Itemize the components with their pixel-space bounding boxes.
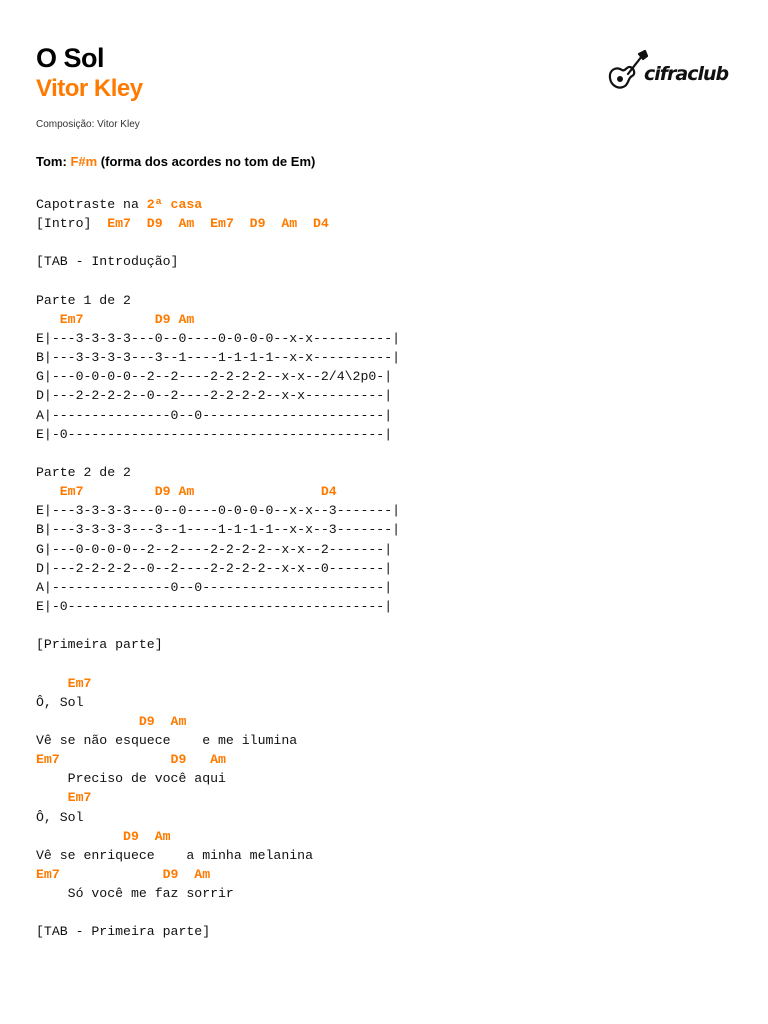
tab-line: E|---3-3-3-3---0--0----0-0-0-0--x-x----------| [36, 330, 401, 346]
lyric-line [36, 233, 736, 252]
key-info [36, 154, 315, 170]
lyric-line [36, 616, 736, 635]
key-label: Tom: [36, 154, 67, 169]
capo-label: Capotraste na [36, 197, 147, 212]
composer-credit: Composição: Vitor Kley [36, 119, 140, 130]
section-label: [Intro] [36, 216, 92, 232]
tab-line: D|---2-2-2-2--0--2----2-2-2-2--x-x--0-------| [36, 560, 393, 576]
tab-line: B|---3-3-3-3---3--1----1-1-1-1--x-x--3-------| [36, 522, 401, 538]
chord-line [36, 214, 736, 233]
chord-line[interactable]: Em7 D9 Am [36, 311, 195, 327]
lyric-line: Vê se enriquece a minha melanina [36, 847, 313, 863]
tab-line: G|---0-0-0-0--2--2----2-2-2-2--x-x--2/4\2p0-| [36, 369, 393, 385]
section-label: [TAB - Introdução] [36, 254, 179, 270]
cifraclub-logo[interactable] [606, 48, 729, 94]
chord-line[interactable]: Em7 D9 Am D4 [36, 484, 337, 500]
tab-line: E|-0----------------------------------------| [36, 426, 393, 442]
section-label: [Primeira parte] [36, 637, 163, 653]
key-note: (forma dos acordes no tom de Em) [100, 154, 316, 169]
guitar-icon [606, 48, 648, 94]
artist-name[interactable]: Vitor Kley [36, 75, 143, 102]
lyric-line: Ô, Sol [36, 809, 84, 825]
capo-fret: 2ª casa [146, 197, 203, 212]
capo-line [36, 195, 736, 214]
tab-line: A|---------------0--0-----------------------| [36, 579, 393, 595]
lyric-line: Ô, Sol [36, 694, 84, 710]
lyric-line: Só você me faz sorrir [36, 886, 234, 902]
chord-sheet [36, 195, 736, 941]
tab-line: E|---3-3-3-3---0--0----0-0-0-0--x-x--3-------| [36, 503, 401, 519]
chord-line[interactable]: Em7 D9 Am [36, 752, 226, 768]
logo-text: cifraclub [644, 63, 729, 85]
chord-names[interactable]: Em7 D9 Am Em7 D9 Am D4 [91, 216, 329, 232]
tab-line: B|---3-3-3-3---3--1----1-1-1-1--x-x----------| [36, 350, 401, 366]
tab-line: E|-0----------------------------------------| [36, 598, 393, 614]
lyric-line: Preciso de você aqui [36, 771, 226, 787]
lyric-line: Vê se não esquece e me ilumina [36, 732, 298, 748]
chord-line[interactable]: Em7 D9 Am [36, 866, 211, 882]
key-value[interactable]: F#m [70, 154, 98, 169]
lyric-line: Parte 1 de 2 [36, 292, 131, 308]
lyric-line [36, 444, 736, 463]
lyric-line: Parte 2 de 2 [36, 464, 131, 480]
lyric-line [36, 654, 736, 673]
chord-line[interactable]: Em7 [36, 790, 92, 806]
lyric-line [36, 903, 736, 922]
chord-line[interactable]: D9 Am [36, 828, 171, 844]
song-title: O Sol [36, 43, 105, 73]
tab-line: D|---2-2-2-2--0--2----2-2-2-2--x-x----------| [36, 388, 393, 404]
tab-line: G|---0-0-0-0--2--2----2-2-2-2--x-x--2-------| [36, 541, 393, 557]
lyric-line [36, 272, 736, 291]
chord-line[interactable]: Em7 [36, 675, 92, 691]
section-label: [TAB - Primeira parte] [36, 924, 211, 940]
tab-line: A|---------------0--0-----------------------| [36, 407, 393, 423]
chord-line[interactable]: D9 Am [36, 713, 187, 729]
